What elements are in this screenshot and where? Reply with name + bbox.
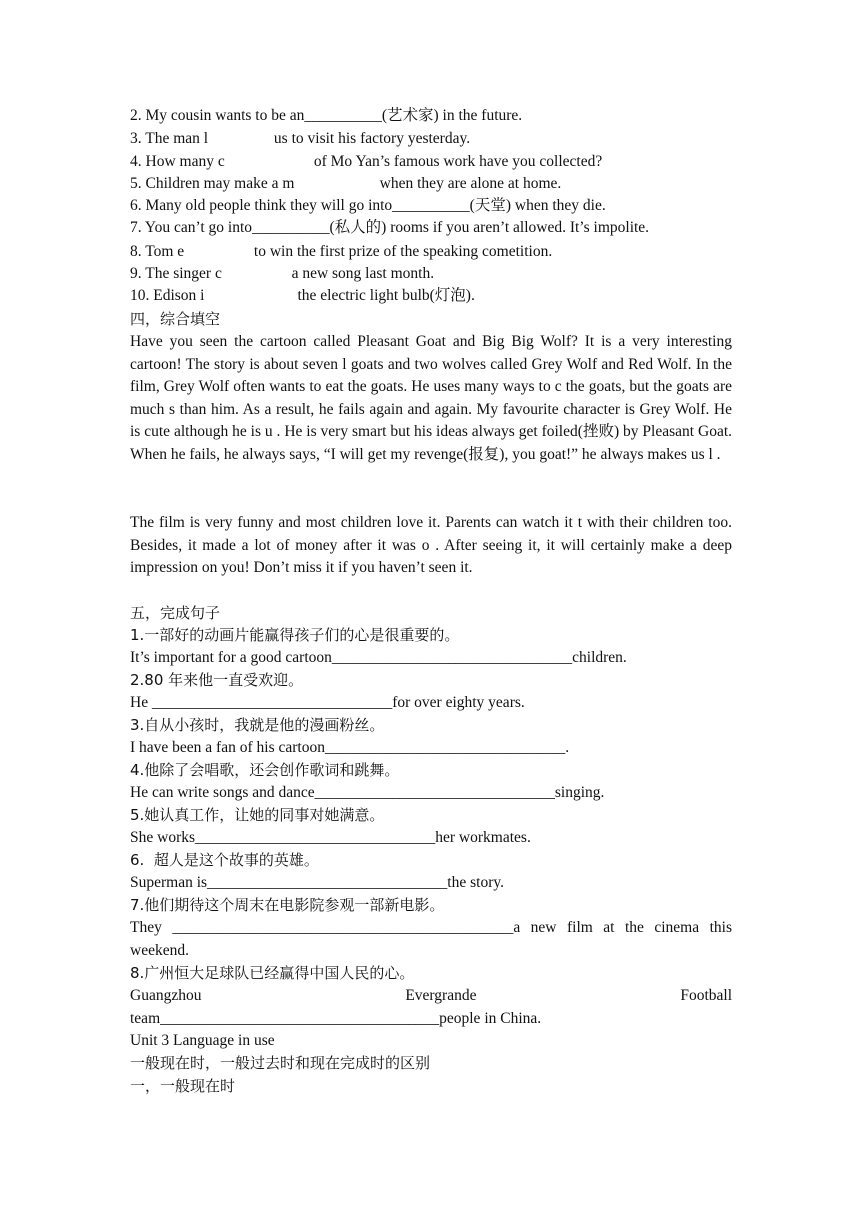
vocab-item-7: 7. You can’t go into__________(私人的) rooms if you aren’t allowed. It’s impolite. (130, 219, 650, 236)
vocab-item-8: 8. Tom e to win the first prize of the speaking cometition. (130, 243, 553, 260)
sentence-5-chinese: 5.她认真工作，让她的同事对她满意。 (130, 806, 385, 824)
sentence-2-chinese: 2.80 年来他一直受欢迎。 (130, 671, 304, 689)
sentence-6-english: Superman is_______________________________the story. (130, 874, 504, 891)
vocab-item-2: 2. My cousin wants to be an__________(艺术家) in the future. (130, 107, 523, 124)
vocab-item-6: 6. Many old people think they will go into__________(天堂) when they die. (130, 197, 606, 214)
sentence-2-english: He _______________________________for over eighty years. (130, 694, 525, 711)
sentence-7-chinese: 7.他们期待这个周末在电影院参观一部新电影。 (130, 896, 445, 914)
vocab-item-3: 3. The man l us to visit his factory yesterday. (130, 130, 471, 147)
vocab-item-5: 5. Children may make a m when they are alone at home. (130, 175, 562, 192)
cloze-paragraph-1: Have you seen the cartoon called Pleasant Goat and Big Big Wolf? It is a very interesting cartoon! The story is about seven l goats and two wolves called Grey Wolf and Red Wolf. In the film, Grey Wolf often wants to eat the goats. He uses many ways to c the goats, but the goats are much s than him. As a result, he fails again and again. My favourite character is Grey Wolf. He is cute although he is u . He is very smart but his ideas always get foiled(挫败) by Pleasant Goat. When he fails, he always says, “I will get my revenge(报复), you goat!” he always makes us l . (130, 333, 732, 463)
unit-title: Unit 3 Language in use (130, 1032, 275, 1049)
unit-subtitle: 一般现在时，一般过去时和现在完成时的区别 (130, 1054, 431, 1072)
section-4-heading: 四，综合填空 (130, 310, 221, 328)
sentence-8-english-line-1 (130, 985, 732, 1007)
sentence-7-english: They ____________________________________________a new film at the cinema this weekend. (130, 919, 732, 959)
vocab-item-4: 4. How many c of Mo Yan’s famous work have you collected? (130, 153, 603, 170)
sentence-5-english: She works_______________________________her workmates. (130, 829, 531, 846)
sentence-6-chinese: 6. 超人是这个故事的英雄。 (130, 851, 319, 869)
sentence-1-chinese: 1.一部好的动画片能赢得孩子们的心是很重要的。 (130, 626, 460, 644)
word-guangzhou: Guangzhou (130, 987, 202, 1004)
unit-section-1-heading: 一，一般现在时 (130, 1077, 236, 1095)
sentence-1-english: It’s important for a good cartoon_______________________________children. (130, 649, 627, 666)
word-football: Football (680, 987, 732, 1004)
sentence-3-english: I have been a fan of his cartoon_______________________________. (130, 739, 570, 756)
vocab-item-10: 10. Edison i the electric light bulb(灯泡). (130, 287, 475, 304)
word-evergrande: Evergrande (405, 987, 477, 1004)
section-5-heading: 五，完成句子 (130, 604, 221, 622)
sentence-8-chinese: 8.广州恒大足球队已经赢得中国人民的心。 (130, 964, 415, 982)
sentence-4-chinese: 4.他除了会唱歌，还会创作歌词和跳舞。 (130, 761, 400, 779)
vocab-item-9: 9. The singer c a new song last month. (130, 265, 435, 282)
sentence-4-english: He can write songs and dance_______________________________singing. (130, 784, 605, 801)
cloze-paragraph-2: The film is very funny and most children love it. Parents can watch it t with their children too. Besides, it made a lot of money after it was o . After seeing it, it will certainly make a deep impression on you! Don’t miss it if you haven’t seen it. (130, 514, 732, 576)
sentence-3-chinese: 3.自从小孩时，我就是他的漫画粉丝。 (130, 716, 385, 734)
sentence-8-english-line-2: team____________________________________people in China. (130, 1010, 542, 1027)
